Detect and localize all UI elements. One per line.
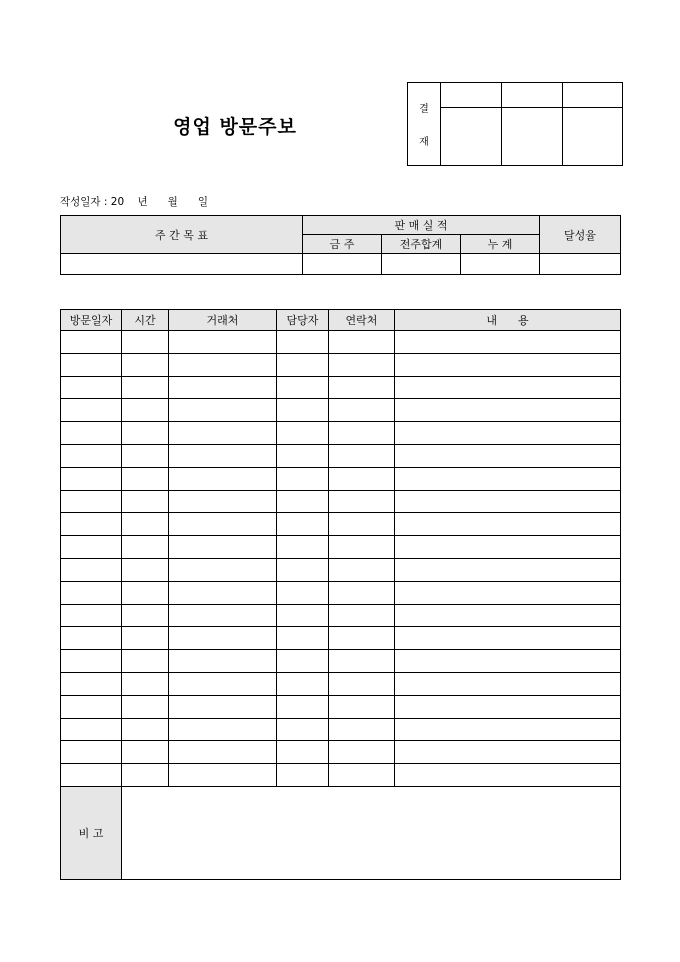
client-cell[interactable] (169, 695, 277, 718)
contact-header: 연락처 (329, 310, 395, 331)
contact-cell[interactable] (329, 558, 395, 581)
contact-cell[interactable] (329, 467, 395, 490)
manager-cell[interactable] (277, 399, 329, 422)
manager-cell[interactable] (277, 672, 329, 695)
content-cell[interactable] (395, 672, 621, 695)
client-cell[interactable] (169, 513, 277, 536)
contact-cell[interactable] (329, 650, 395, 673)
visit-date-cell[interactable] (61, 558, 122, 581)
contact-cell[interactable] (329, 422, 395, 445)
table-row (61, 695, 621, 718)
table-row (61, 353, 621, 376)
table-row (61, 331, 621, 354)
manager-cell[interactable] (277, 764, 329, 787)
content-header: 내 용 (395, 310, 621, 331)
visit-date-cell[interactable] (61, 353, 122, 376)
content-cell[interactable] (395, 399, 621, 422)
approval-label-top: 결 (419, 104, 429, 115)
manager-cell[interactable] (277, 718, 329, 741)
client-cell[interactable] (169, 764, 277, 787)
content-cell[interactable] (395, 741, 621, 764)
visit-date-cell[interactable] (61, 376, 122, 399)
contact-cell[interactable] (329, 399, 395, 422)
content-cell[interactable] (395, 422, 621, 445)
time-cell[interactable] (122, 467, 169, 490)
table-row (61, 581, 621, 604)
time-cell[interactable] (122, 490, 169, 513)
manager-header: 담당자 (277, 310, 329, 331)
table-row (61, 627, 621, 650)
visit-date-cell[interactable] (61, 581, 122, 604)
contact-cell[interactable] (329, 490, 395, 513)
manager-cell[interactable] (277, 604, 329, 627)
time-cell[interactable] (122, 672, 169, 695)
manager-cell[interactable] (277, 627, 329, 650)
approval-title-cell (563, 83, 623, 108)
manager-cell[interactable] (277, 536, 329, 559)
visit-date-cell[interactable] (61, 490, 122, 513)
table-row (61, 558, 621, 581)
client-cell[interactable] (169, 718, 277, 741)
manager-cell[interactable] (277, 741, 329, 764)
visit-date-cell[interactable] (61, 444, 122, 467)
visit-date-cell[interactable] (61, 718, 122, 741)
approval-sign-cell (563, 108, 623, 166)
manager-cell[interactable] (277, 353, 329, 376)
approval-title-cell (441, 83, 502, 108)
time-cell[interactable] (122, 695, 169, 718)
time-cell[interactable] (122, 331, 169, 354)
client-cell[interactable] (169, 536, 277, 559)
time-cell[interactable] (122, 422, 169, 445)
approval-title-cell (502, 83, 563, 108)
remarks-label: 비 고 (61, 786, 122, 879)
contact-cell[interactable] (329, 604, 395, 627)
contact-cell[interactable] (329, 672, 395, 695)
time-cell[interactable] (122, 650, 169, 673)
client-cell[interactable] (169, 558, 277, 581)
this-week-cell[interactable] (303, 254, 382, 275)
time-cell[interactable] (122, 444, 169, 467)
content-cell[interactable] (395, 353, 621, 376)
client-cell[interactable] (169, 353, 277, 376)
sales-result-header: 판 매 실 적 (303, 216, 540, 235)
contact-cell[interactable] (329, 331, 395, 354)
content-cell[interactable] (395, 581, 621, 604)
content-cell[interactable] (395, 490, 621, 513)
time-cell[interactable] (122, 353, 169, 376)
visit-date-cell[interactable] (61, 695, 122, 718)
visit-date-cell[interactable] (61, 672, 122, 695)
manager-cell[interactable] (277, 331, 329, 354)
contact-cell[interactable] (329, 353, 395, 376)
time-cell[interactable] (122, 764, 169, 787)
visit-date-cell[interactable] (61, 536, 122, 559)
contact-cell[interactable] (329, 695, 395, 718)
client-cell[interactable] (169, 672, 277, 695)
client-cell[interactable] (169, 581, 277, 604)
content-cell[interactable] (395, 558, 621, 581)
time-cell[interactable] (122, 536, 169, 559)
table-row (61, 399, 621, 422)
manager-cell[interactable] (277, 650, 329, 673)
summary-table (60, 215, 621, 275)
content-cell[interactable] (395, 376, 621, 399)
date-line: 작성일자 : 20 년 월 일 (60, 196, 208, 208)
table-row (61, 718, 621, 741)
table-row (61, 650, 621, 673)
content-cell[interactable] (395, 764, 621, 787)
client-cell[interactable] (169, 467, 277, 490)
client-cell[interactable] (169, 650, 277, 673)
remarks-cell[interactable] (122, 786, 621, 879)
client-cell[interactable] (169, 741, 277, 764)
achievement-header: 달성율 (540, 216, 621, 254)
contact-cell[interactable] (329, 376, 395, 399)
content-cell[interactable] (395, 536, 621, 559)
approval-label-bottom: 재 (419, 137, 429, 148)
manager-cell[interactable] (277, 444, 329, 467)
content-cell[interactable] (395, 718, 621, 741)
table-row (61, 741, 621, 764)
weekly-goal-cell[interactable] (61, 254, 303, 275)
manager-cell[interactable] (277, 467, 329, 490)
approval-sign-cell (502, 108, 563, 166)
weekly-goal-header: 주 간 목 표 (61, 216, 303, 254)
contact-cell[interactable] (329, 444, 395, 467)
time-cell[interactable] (122, 741, 169, 764)
contact-cell[interactable] (329, 513, 395, 536)
manager-cell[interactable] (277, 581, 329, 604)
prev-total-cell[interactable] (382, 254, 461, 275)
visit-date-header: 방문일자 (61, 310, 122, 331)
table-row (61, 513, 621, 536)
contact-cell[interactable] (329, 718, 395, 741)
manager-cell[interactable] (277, 422, 329, 445)
visit-date-cell[interactable] (61, 422, 122, 445)
visit-date-cell[interactable] (61, 741, 122, 764)
time-header: 시간 (122, 310, 169, 331)
content-cell[interactable] (395, 444, 621, 467)
achievement-cell[interactable] (540, 254, 621, 275)
client-header: 거래처 (169, 310, 277, 331)
visit-date-cell[interactable] (61, 467, 122, 490)
time-cell[interactable] (122, 558, 169, 581)
content-cell[interactable] (395, 650, 621, 673)
client-cell[interactable] (169, 331, 277, 354)
client-cell[interactable] (169, 604, 277, 627)
this-week-header: 금 주 (303, 235, 382, 254)
contact-cell[interactable] (329, 536, 395, 559)
contact-cell[interactable] (329, 741, 395, 764)
time-cell[interactable] (122, 513, 169, 536)
contact-cell[interactable] (329, 581, 395, 604)
client-cell[interactable] (169, 627, 277, 650)
content-cell[interactable] (395, 627, 621, 650)
content-cell[interactable] (395, 604, 621, 627)
client-cell[interactable] (169, 490, 277, 513)
time-cell[interactable] (122, 581, 169, 604)
content-cell[interactable] (395, 331, 621, 354)
visit-date-cell[interactable] (61, 399, 122, 422)
time-cell[interactable] (122, 604, 169, 627)
table-row (61, 422, 621, 445)
manager-cell[interactable] (277, 695, 329, 718)
content-cell[interactable] (395, 467, 621, 490)
contact-cell[interactable] (329, 627, 395, 650)
time-cell[interactable] (122, 376, 169, 399)
visit-date-cell[interactable] (61, 604, 122, 627)
visit-date-cell[interactable] (61, 331, 122, 354)
client-cell[interactable] (169, 444, 277, 467)
table-row (61, 490, 621, 513)
manager-cell[interactable] (277, 490, 329, 513)
table-row (61, 536, 621, 559)
approval-label (408, 83, 441, 166)
time-cell[interactable] (122, 627, 169, 650)
client-cell[interactable] (169, 376, 277, 399)
content-cell[interactable] (395, 513, 621, 536)
content-cell[interactable] (395, 695, 621, 718)
table-row (61, 672, 621, 695)
contact-cell[interactable] (329, 764, 395, 787)
cumulative-header: 누 계 (461, 235, 540, 254)
manager-cell[interactable] (277, 558, 329, 581)
remarks-row (61, 786, 621, 879)
table-row (61, 764, 621, 787)
table-row (61, 376, 621, 399)
visit-table (60, 309, 621, 880)
manager-cell[interactable] (277, 376, 329, 399)
table-row (61, 444, 621, 467)
prev-total-header: 전주합계 (382, 235, 461, 254)
document-title: 영업 방문주보 (173, 116, 297, 138)
visit-date-cell[interactable] (61, 764, 122, 787)
time-cell[interactable] (122, 399, 169, 422)
client-cell[interactable] (169, 422, 277, 445)
cumulative-cell[interactable] (461, 254, 540, 275)
table-row (61, 604, 621, 627)
manager-cell[interactable] (277, 513, 329, 536)
table-row (61, 467, 621, 490)
approval-box (407, 82, 623, 166)
visit-date-cell[interactable] (61, 650, 122, 673)
time-cell[interactable] (122, 718, 169, 741)
visit-date-cell[interactable] (61, 627, 122, 650)
approval-sign-cell (441, 108, 502, 166)
visit-date-cell[interactable] (61, 513, 122, 536)
client-cell[interactable] (169, 399, 277, 422)
